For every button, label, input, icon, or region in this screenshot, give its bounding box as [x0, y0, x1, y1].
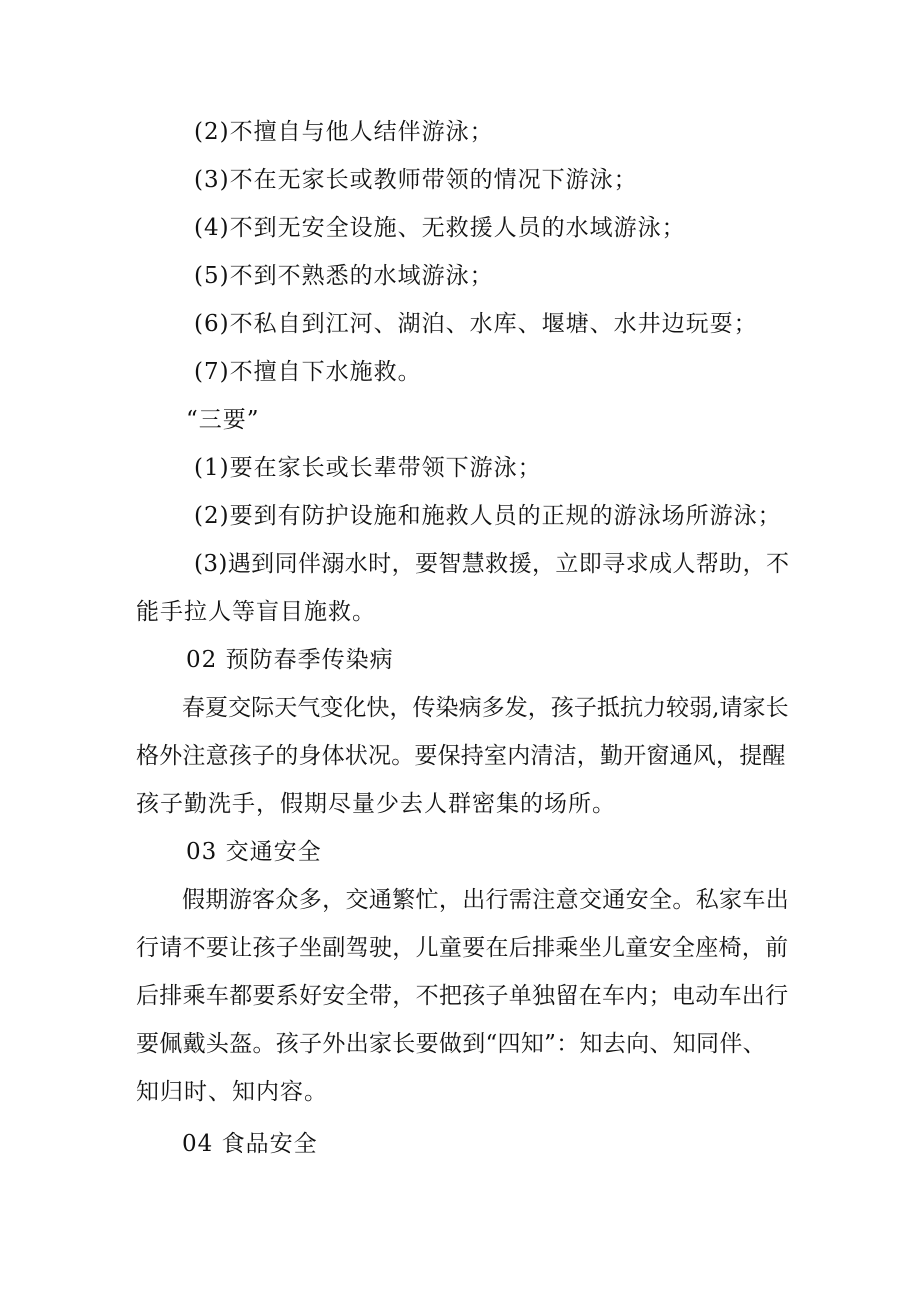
- rule-no-7: (7)不擅自下水施救。: [194, 359, 422, 385]
- rule-yes-2: (2)要到有防护设施和施救人员的正规的游泳场所游泳；: [194, 503, 782, 529]
- rule-no-4: (4)不到无安全设施、无救援人员的水域游泳；: [194, 215, 686, 241]
- section-02-line-2: 格外注意孩子的身体状况。要保持室内清洁，勤开窗通风，提醒: [136, 743, 786, 769]
- rule-no-6: (6)不私自到江河、湖泊、水库、堰塘、水井边玩耍；: [194, 311, 758, 337]
- rule-yes-1: (1)要在家长或长辈带领下游泳；: [194, 455, 542, 481]
- rule-no-5: (5)不到不熟悉的水域游泳；: [194, 263, 494, 289]
- section-02-line-1: 春夏交际天气变化快，传染病多发，孩子抵抗力较弱,请家长: [182, 695, 789, 721]
- section-04-heading: 04 食品安全: [182, 1131, 318, 1157]
- section-03-line-2: 行请不要让孩子坐副驾驶，儿童要在后排乘坐儿童安全座椅，前: [136, 935, 789, 961]
- rule-no-3: (3)不在无家长或教师带领的情况下游泳；: [194, 167, 638, 193]
- rule-yes-3-line2: 能手拉人等盲目施救。: [136, 599, 376, 625]
- section-02-heading: 02 预防春季传染病: [186, 647, 394, 673]
- section-03-line-1: 假期游客众多，交通繁忙，出行需注意交通安全。私家车出: [182, 887, 790, 913]
- rule-yes-3-line1: (3)遇到同伴溺水时，要智慧救援，立即寻求成人帮助，不: [194, 551, 790, 577]
- section-02-line-3: 孩子勤洗手，假期尽量少去人群密集的场所。: [136, 791, 616, 817]
- rule-no-2: (2)不擅自与他人结伴游泳；: [194, 119, 494, 145]
- section-03-line-5: 知归时、知内容。: [136, 1079, 328, 1105]
- section-03-line-4: 要佩戴头盔。孩子外出家长要做到“四知”：知去向、知同伴、: [136, 1031, 766, 1057]
- san-yao-heading: “三要”: [186, 407, 260, 433]
- section-03-line-3: 后排乘车都要系好安全带，不把孩子单独留在车内；电动车出行: [136, 983, 789, 1009]
- section-03-heading: 03 交通安全: [186, 839, 322, 865]
